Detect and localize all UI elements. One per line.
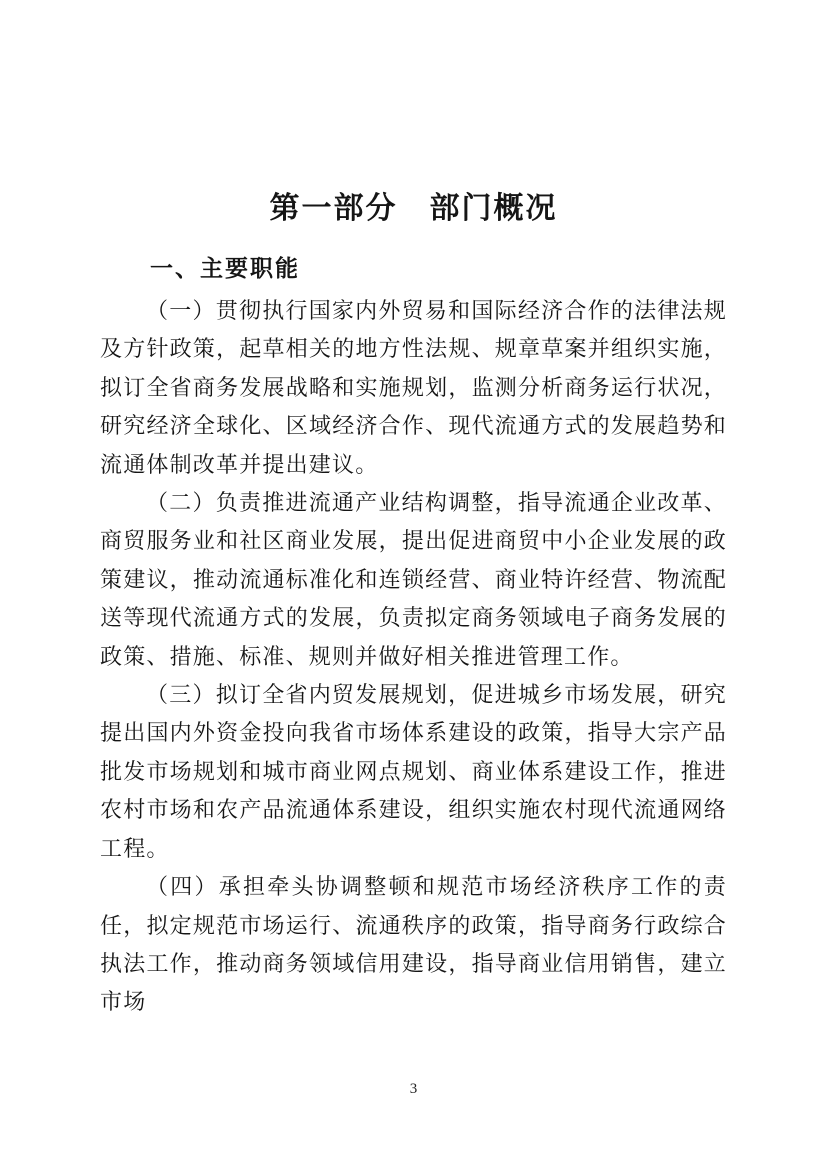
- page-title: 第一部分 部门概况: [269, 192, 558, 225]
- paragraph-2: （二）负责推进流通产业结构调整，指导流通企业改革、商贸服务业和社区商业发展，提出促进商贸中小企业发展的政策建议，推动流通标准化和连锁经营、商业特许经营、物流配送等现代流通方式的发展，负责拟定商务领域电子商务发展的政策、措施、标准、规则并做好相关推进管理工作。: [100, 490, 727, 669]
- paragraph-4: （四）承担牵头协调整顿和规范市场经济秩序工作的责任，拟定规范市场运行、流通秩序的政策，指导商务行政综合执法工作，推动商务领域信用建设，指导商业信用销售，建立市场: [100, 874, 727, 1015]
- paragraph-1: （一）贯彻执行国家内外贸易和国际经济合作的法律法规及方针政策，起草相关的地方性法规、规章草案并组织实施，拟订全省商务发展战略和实施规划，监测分析商务运行状况，研究经济全球化、区域经济合作、现代流通方式的发展趋势和流通体制改革并提出建议。: [100, 298, 727, 477]
- paragraph-3: （三）拟订全省内贸发展规划，促进城乡市场发展，研究提出国内外资金投向我省市场体系建设的政策，指导大宗产品批发市场规划和城市商业网点规划、商业体系建设工作，推进农村市场和农产品流通体系建设，组织实施农村现代流通网络工程。: [100, 682, 727, 861]
- section-heading: 一、主要职能: [150, 255, 300, 281]
- page-number: 3: [409, 1081, 418, 1097]
- section-body: [100, 292, 727, 1022]
- document-content: [100, 0, 727, 1022]
